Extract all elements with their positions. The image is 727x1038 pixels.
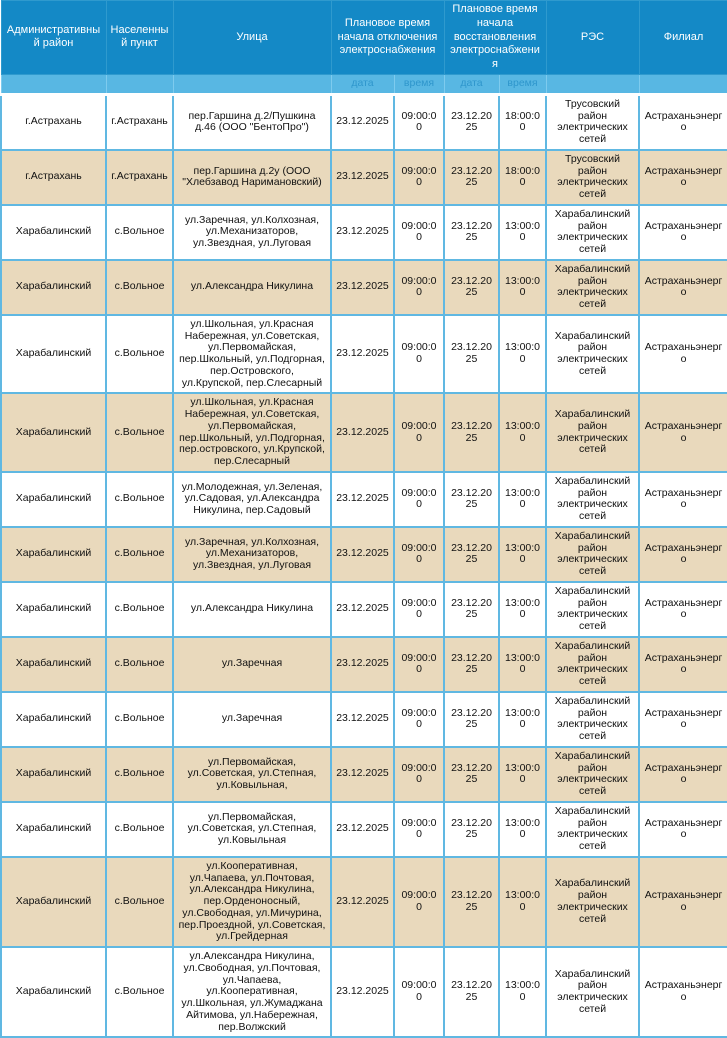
cell-district: г.Астрахань (1, 150, 106, 205)
cell-on-date: 23.12.2025 (444, 94, 499, 150)
col-header-street: Улица (173, 1, 331, 75)
cell-district: Харабалинский (1, 857, 106, 947)
cell-settlement: с.Вольное (106, 260, 173, 315)
cell-on-date: 23.12.2025 (444, 582, 499, 637)
cell-on-date: 23.12.2025 (444, 260, 499, 315)
cell-streets: ул.Кооперативная, ул.Чапаева, ул.Почтовая, ул.Александра Никулина, пер.Орденоносный, ул.Свободная, ул.Мичурина, пер.Проездной, ул.Советская, ул.Грейдерная (173, 857, 331, 947)
cell-settlement: с.Вольное (106, 637, 173, 692)
cell-res: Харабалинский район электрических сетей (546, 393, 639, 472)
subheader-empty (1, 74, 106, 94)
cell-settlement: с.Вольное (106, 472, 173, 527)
cell-on-time: 13:00:00 (499, 393, 546, 472)
cell-settlement: с.Вольное (106, 527, 173, 582)
cell-settlement: с.Вольное (106, 747, 173, 802)
cell-settlement: с.Вольное (106, 857, 173, 947)
col-header-district: Административный район (1, 1, 106, 75)
cell-res: Харабалинский район электрических сетей (546, 472, 639, 527)
cell-on-date: 23.12.2025 (444, 315, 499, 394)
cell-on-date: 23.12.2025 (444, 747, 499, 802)
subheader-on-time: время (499, 74, 546, 94)
table-row (1, 857, 727, 947)
cell-streets: ул.Заречная (173, 692, 331, 747)
cell-off-time: 09:00:00 (394, 582, 444, 637)
cell-off-time: 09:00:00 (394, 393, 444, 472)
table-row (1, 472, 727, 527)
col-header-settlement: Населенный пункт (106, 1, 173, 75)
cell-settlement: с.Вольное (106, 393, 173, 472)
subheader-empty (173, 74, 331, 94)
cell-district: Харабалинский (1, 947, 106, 1037)
cell-on-date: 23.12.2025 (444, 947, 499, 1037)
cell-res: Харабалинский район электрических сетей (546, 315, 639, 394)
subheader-empty (546, 74, 639, 94)
cell-off-time: 09:00:00 (394, 260, 444, 315)
subheader-off-date: дата (331, 74, 394, 94)
cell-on-date: 23.12.2025 (444, 150, 499, 205)
cell-settlement: с.Вольное (106, 205, 173, 260)
cell-on-date: 23.12.2025 (444, 527, 499, 582)
cell-streets: ул.Заречная (173, 637, 331, 692)
cell-on-time: 13:00:00 (499, 857, 546, 947)
table-row (1, 260, 727, 315)
cell-district: Харабалинский (1, 527, 106, 582)
cell-res: Трусовский район электрических сетей (546, 150, 639, 205)
cell-district: Харабалинский (1, 637, 106, 692)
cell-off-time: 09:00:00 (394, 692, 444, 747)
table-row (1, 947, 727, 1037)
header-row (1, 1, 727, 75)
table-row (1, 315, 727, 394)
cell-branch: Астраханьэнерго (639, 527, 727, 582)
cell-district: Харабалинский (1, 747, 106, 802)
cell-streets: ул.Молодежная, ул.Зеленая, ул.Садовая, ул.Александра Никулина, пер.Садовый (173, 472, 331, 527)
cell-district: г.Астрахань (1, 94, 106, 150)
cell-off-time: 09:00:00 (394, 637, 444, 692)
subheader-empty (639, 74, 727, 94)
cell-branch: Астраханьэнерго (639, 582, 727, 637)
cell-streets: ул.Александра Никулина, ул.Свободная, ул.Почтовая, ул.Чапаева, ул.Кооперативная, ул.Школьная, ул.Жумаджана Айтимова, ул.Набережная, пер.Волжский (173, 947, 331, 1037)
cell-on-time: 13:00:00 (499, 205, 546, 260)
cell-streets: ул.Александра Никулина (173, 260, 331, 315)
cell-on-date: 23.12.2025 (444, 692, 499, 747)
cell-res: Харабалинский район электрических сетей (546, 692, 639, 747)
cell-on-time: 18:00:00 (499, 150, 546, 205)
cell-on-time: 13:00:00 (499, 315, 546, 394)
cell-branch: Астраханьэнерго (639, 94, 727, 150)
cell-district: Харабалинский (1, 205, 106, 260)
col-header-res: РЭС (546, 1, 639, 75)
table-row (1, 692, 727, 747)
cell-branch: Астраханьэнерго (639, 857, 727, 947)
cell-res: Харабалинский район электрических сетей (546, 582, 639, 637)
cell-streets: ул.Первомайская, ул.Советская, ул.Степная, ул.Ковыльная (173, 802, 331, 857)
cell-off-date: 23.12.2025 (331, 692, 394, 747)
cell-on-time: 13:00:00 (499, 472, 546, 527)
cell-off-date: 23.12.2025 (331, 260, 394, 315)
cell-branch: Астраханьэнерго (639, 315, 727, 394)
cell-branch: Астраханьэнерго (639, 393, 727, 472)
cell-settlement: с.Вольное (106, 692, 173, 747)
cell-branch: Астраханьэнерго (639, 637, 727, 692)
table-row (1, 527, 727, 582)
cell-on-time: 18:00:00 (499, 94, 546, 150)
cell-off-date: 23.12.2025 (331, 527, 394, 582)
cell-branch: Астраханьэнерго (639, 802, 727, 857)
table-row (1, 205, 727, 260)
cell-settlement: с.Вольное (106, 802, 173, 857)
cell-district: Харабалинский (1, 582, 106, 637)
cell-streets: ул.Заречная, ул.Колхозная, ул.Механизаторов, ул.Звездная, ул.Луговая (173, 527, 331, 582)
cell-res: Трусовский район электрических сетей (546, 94, 639, 150)
cell-settlement: с.Вольное (106, 315, 173, 394)
subheader-on-date: дата (444, 74, 499, 94)
cell-off-date: 23.12.2025 (331, 472, 394, 527)
cell-district: Харабалинский (1, 315, 106, 394)
table-header (1, 1, 727, 95)
cell-on-time: 13:00:00 (499, 692, 546, 747)
cell-settlement: с.Вольное (106, 582, 173, 637)
cell-off-date: 23.12.2025 (331, 393, 394, 472)
cell-off-date: 23.12.2025 (331, 747, 394, 802)
cell-on-time: 13:00:00 (499, 582, 546, 637)
table-row (1, 637, 727, 692)
cell-off-date: 23.12.2025 (331, 582, 394, 637)
cell-settlement: г.Астрахань (106, 150, 173, 205)
table-body (1, 94, 727, 1037)
cell-branch: Астраханьэнерго (639, 947, 727, 1037)
cell-off-time: 09:00:00 (394, 802, 444, 857)
cell-branch: Астраханьэнерго (639, 260, 727, 315)
cell-res: Харабалинский район электрических сетей (546, 947, 639, 1037)
cell-branch: Астраханьэнерго (639, 472, 727, 527)
cell-off-date: 23.12.2025 (331, 315, 394, 394)
subheader-row (1, 74, 727, 94)
cell-on-date: 23.12.2025 (444, 205, 499, 260)
cell-off-time: 09:00:00 (394, 472, 444, 527)
cell-on-time: 13:00:00 (499, 802, 546, 857)
cell-settlement: с.Вольное (106, 947, 173, 1037)
cell-district: Харабалинский (1, 393, 106, 472)
cell-off-time: 09:00:00 (394, 205, 444, 260)
cell-on-time: 13:00:00 (499, 947, 546, 1037)
col-header-restore-start: Плановое время начала восстановления электроснабжения (444, 1, 546, 75)
subheader-empty (106, 74, 173, 94)
cell-district: Харабалинский (1, 472, 106, 527)
cell-res: Харабалинский район электрических сетей (546, 260, 639, 315)
col-header-branch: Филиал (639, 1, 727, 75)
cell-settlement: г.Астрахань (106, 94, 173, 150)
cell-off-date: 23.12.2025 (331, 94, 394, 150)
cell-district: Харабалинский (1, 802, 106, 857)
cell-branch: Астраханьэнерго (639, 692, 727, 747)
cell-on-time: 13:00:00 (499, 637, 546, 692)
table-row (1, 150, 727, 205)
cell-streets: ул.Школьная, ул.Красная Набережная, ул.Советская, ул.Первомайская, пер.Школьный, ул.Подгорная, пер.Островского, ул.Крупской, пер.Слесарный (173, 315, 331, 394)
cell-off-date: 23.12.2025 (331, 150, 394, 205)
cell-streets: ул.Школьная, ул.Красная Набережная, ул.Советская, ул.Первомайская, пер.Школьный, ул.Подгорная, пер.островского, ул.Крупской, пер.Слесарный (173, 393, 331, 472)
cell-off-time: 09:00:00 (394, 857, 444, 947)
cell-res: Харабалинский район электрических сетей (546, 747, 639, 802)
cell-off-date: 23.12.2025 (331, 947, 394, 1037)
cell-on-time: 13:00:00 (499, 747, 546, 802)
table-row (1, 747, 727, 802)
cell-streets: ул.Александра Никулина (173, 582, 331, 637)
cell-res: Харабалинский район электрических сетей (546, 802, 639, 857)
cell-on-date: 23.12.2025 (444, 857, 499, 947)
table-row (1, 94, 727, 150)
cell-off-time: 09:00:00 (394, 150, 444, 205)
cell-off-time: 09:00:00 (394, 315, 444, 394)
cell-off-date: 23.12.2025 (331, 637, 394, 692)
cell-on-date: 23.12.2025 (444, 393, 499, 472)
cell-on-time: 13:00:00 (499, 260, 546, 315)
cell-off-time: 09:00:00 (394, 747, 444, 802)
table-row (1, 802, 727, 857)
cell-district: Харабалинский (1, 260, 106, 315)
cell-off-date: 23.12.2025 (331, 205, 394, 260)
col-header-outage-start: Плановое время начала отключения электроснабжения (331, 1, 444, 75)
cell-district: Харабалинский (1, 692, 106, 747)
cell-off-date: 23.12.2025 (331, 857, 394, 947)
cell-on-time: 13:00:00 (499, 527, 546, 582)
cell-res: Харабалинский район электрических сетей (546, 205, 639, 260)
cell-streets: пер.Гаршина д.2/Пушкина д.46 (ООО "БентоПро") (173, 94, 331, 150)
cell-branch: Астраханьэнерго (639, 205, 727, 260)
cell-off-time: 09:00:00 (394, 94, 444, 150)
cell-streets: ул.Заречная, ул.Колхозная, ул.Механизаторов, ул.Звездная, ул.Луговая (173, 205, 331, 260)
cell-branch: Астраханьэнерго (639, 747, 727, 802)
table-row (1, 393, 727, 472)
cell-off-time: 09:00:00 (394, 527, 444, 582)
cell-on-date: 23.12.2025 (444, 802, 499, 857)
cell-on-date: 23.12.2025 (444, 472, 499, 527)
cell-res: Харабалинский район электрических сетей (546, 857, 639, 947)
cell-res: Харабалинский район электрических сетей (546, 527, 639, 582)
cell-off-time: 09:00:00 (394, 947, 444, 1037)
subheader-off-time: время (394, 74, 444, 94)
cell-streets: ул.Первомайская, ул.Советская, ул.Степная, ул.Ковыльная, (173, 747, 331, 802)
cell-branch: Астраханьэнерго (639, 150, 727, 205)
cell-res: Харабалинский район электрических сетей (546, 637, 639, 692)
cell-on-date: 23.12.2025 (444, 637, 499, 692)
cell-off-date: 23.12.2025 (331, 802, 394, 857)
cell-streets: пер.Гаршина д.2у (ООО "Хлебзавод Наримановский) (173, 150, 331, 205)
table-row (1, 582, 727, 637)
